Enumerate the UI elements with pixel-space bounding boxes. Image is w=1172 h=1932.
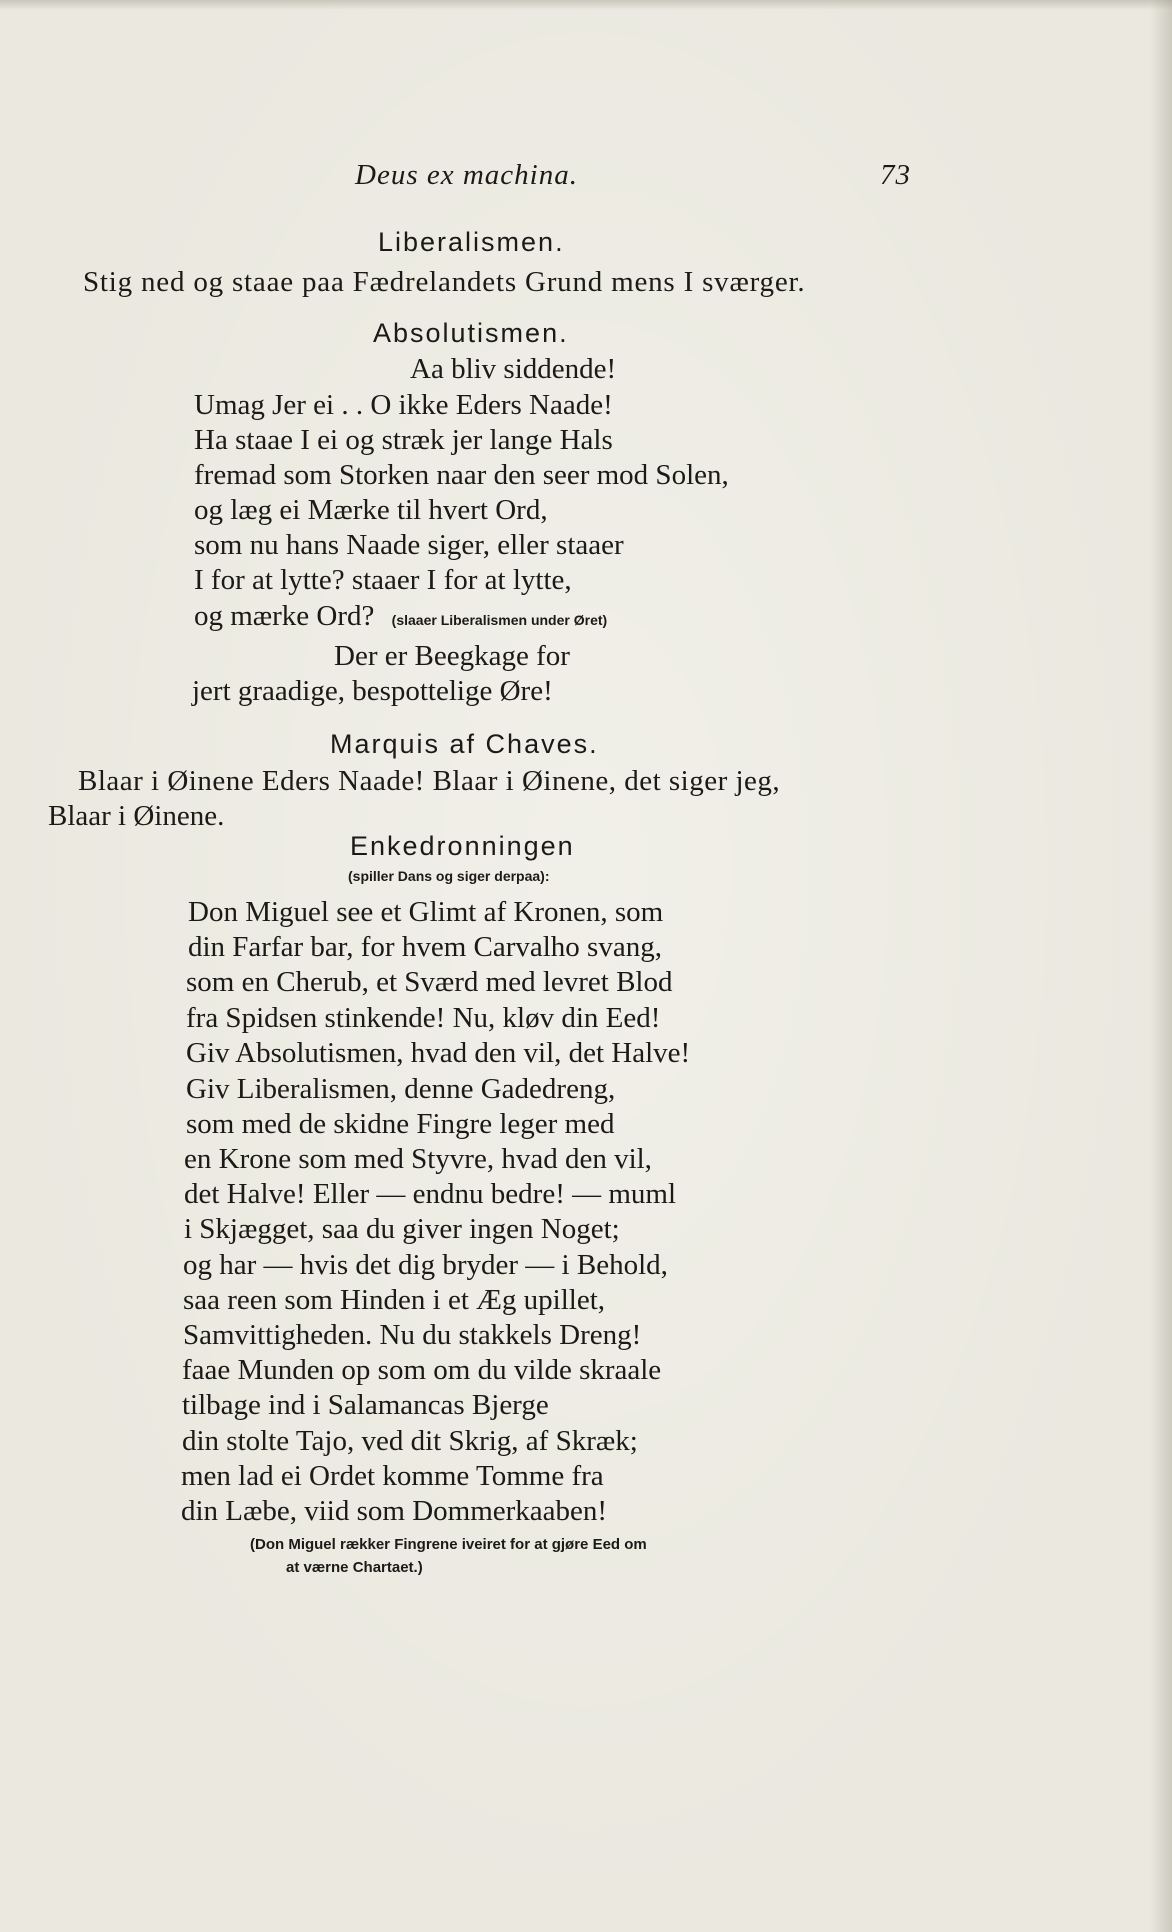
page-number: 73	[880, 159, 911, 191]
verse-line: og har — hvis det dig bryder — i Behold,	[183, 1249, 668, 1281]
verse-line: Blaar i Øinene Eders Naade! Blaar i Øinene, det siger jeg,	[78, 765, 781, 797]
verse-line: Der er Beegkage for	[334, 640, 570, 672]
verse-line: din Farfar bar, for hvem Carvalho svang,	[188, 931, 662, 963]
running-title: Deus ex machina.	[355, 159, 578, 191]
stage-direction: (spiller Dans og siger derpaa):	[348, 868, 550, 884]
verse-line: din stolte Tajo, ved dit Skrig, af Skræk;	[182, 1425, 638, 1457]
verse-line: Ha staae I ei og stræk jer lange Hals	[194, 424, 613, 456]
verse-line: saa reen som Hinden i et Æg upillet,	[183, 1284, 606, 1316]
speaker-liberalismen: Liberalismen.	[378, 227, 565, 257]
verse-line: som en Cherub, et Sværd med levret Blod	[186, 966, 673, 998]
verse-line: som med de skidne Fingre leger med	[186, 1108, 615, 1140]
verse-line: jert graadige, bespottelige Øre!	[192, 675, 553, 707]
verse-line: Giv Absolutismen, hvad den vil, det Halve!	[186, 1037, 691, 1069]
verse-line: men lad ei Ordet komme Tomme fra	[181, 1460, 604, 1492]
verse-line: Umag Jer ei . . O ikke Eders Naade!	[194, 389, 613, 421]
page-edge-shadow-right	[1150, 0, 1172, 1932]
verse-line: Don Miguel see et Glimt af Kronen, som	[188, 896, 664, 928]
verse-line: din Læbe, viid som Dommerkaaben!	[181, 1495, 608, 1527]
verse-line: fremad som Storken naar den seer mod Solen,	[194, 459, 729, 491]
verse-line: faae Munden op som om du vilde skraale	[182, 1354, 662, 1386]
verse-line: i Skjægget, saa du giver ingen Noget;	[184, 1213, 620, 1245]
verse-line: som nu hans Naade siger, eller staaer	[194, 529, 624, 561]
verse-line: Blaar i Øinene.	[48, 800, 225, 832]
verse-line-with-stage-direction	[194, 602, 607, 631]
verse-line: I for at lytte? staaer I for at lytte,	[194, 564, 572, 596]
speaker-absolutismen: Absolutismen.	[373, 318, 569, 348]
verse-line: Giv Liberalismen, denne Gadedreng,	[186, 1073, 616, 1105]
verse-line: fra Spidsen stinkende! Nu, kløv din Eed!	[186, 1002, 661, 1034]
verse-line: Stig ned og staae paa Fædrelandets Grund mens I sværger.	[83, 266, 806, 298]
stage-direction: (Don Miguel rækker Fingrene iveiret for at gjøre Eed om	[250, 1536, 647, 1553]
verse-line: Samvittigheden. Nu du stakkels Dreng!	[183, 1319, 642, 1351]
stage-direction: at værne Chartaet.)	[286, 1559, 423, 1576]
stage-direction: (slaaer Liberalismen under Øret)	[391, 612, 608, 628]
verse-line: det Halve! Eller — endnu bedre! — muml	[184, 1178, 677, 1210]
speaker-marquis-af-chaves: Marquis af Chaves.	[330, 729, 599, 759]
verse-line: og læg ei Mærke til hvert Ord,	[194, 494, 548, 526]
speaker-enkedronningen: Enkedronningen	[350, 831, 575, 861]
verse-text: og mærke Ord?	[194, 600, 375, 632]
verse-line: Aa bliv siddende!	[410, 353, 617, 385]
verse-line: en Krone som med Styvre, hvad den vil,	[184, 1143, 652, 1175]
page-edge-shadow-top	[0, 0, 1172, 10]
verse-line: tilbage ind i Salamancas Bjerge	[182, 1389, 549, 1421]
